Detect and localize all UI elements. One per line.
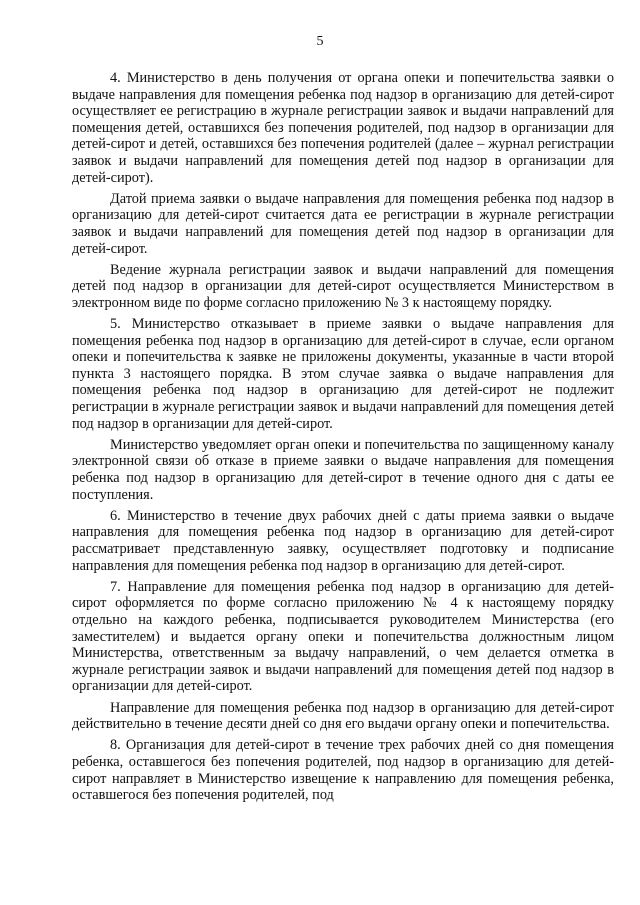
paragraph-journal-keeping: Ведение журнала регистрации заявок и выдачи направлений для помещения детей под надзор в организации для детей-сирот осуществляется Министерством в электронном виде по форме согласно приложению № 3 к настоящему порядку. — [72, 261, 614, 311]
paragraph-refusal-notice: Министерство уведомляет орган опеки и попечительства по защищенному каналу электронной связи об отказе в приеме заявки о выдаче направления для помещения ребенка под надзор в организацию для детей-сирот в течение одного дня с даты ее поступления. — [72, 436, 614, 503]
page-number: 5 — [316, 34, 324, 49]
paragraph-item-5: 5. Министерство отказывает в приеме заявки о выдаче направления для помещения ребенка под надзор в организацию для детей-сирот в случае, если органом опеки и попечительства к заявке не приложены документы, указанные в части второй пункта 3 настоящего порядка. В этом случае заявка о выдаче направления для помещения ребенка под надзор в организацию для детей-сирот не подлежит регистрации в журнале регистрации заявок и выдачи направлений для помещения детей под надзор в организации для детей-сирот. — [72, 316, 614, 432]
document-body — [72, 70, 614, 808]
paragraph-item-7: 7. Направление для помещения ребенка под надзор в организацию для детей-сирот оформляется по форме согласно приложению № 4 к настоящему порядку отдельно на каждого ребенка, подписывается руководителем Министерства (его заместителем) и выдается органу опеки и попечительства должностным лицом Министерства, ответственным за выдачу направлений, о чем делается отметка в журнале регистрации заявок и выдачи направлений для помещения детей под надзор в организации для детей-сирот. — [72, 578, 614, 695]
paragraph-item-4: 4. Министерство в день получения от органа опеки и попечительства заявки о выдаче направления для помещения ребенка под надзор в организацию для детей-сирот осуществляет ее регистрацию в журнале регистрации заявок и выдачи направлений для помещения детей, оставшихся без попечения родителей, под надзор в организации для детей-сирот и детей, оставшихся без попечения родителей (далее – журнал регистрации заявок и выдачи направлений для помещения детей под надзор в организации для детей-сирот). — [72, 70, 614, 186]
paragraph-item-6: 6. Министерство в течение двух рабочих дней с даты приема заявки о выдаче направления для помещения ребенка под надзор в организацию для детей-сирот рассматривает представленную заявку, осуществляет подготовку и подписание направления для помещения ребенка под надзор в организацию для детей-сирот. — [72, 507, 614, 574]
paragraph-item-8: 8. Организация для детей-сирот в течение трех рабочих дней со дня помещения ребенка, оставшегося без попечения родителей, под надзор в организацию для детей-сирот направляет в Министерство извещение к направлению для помещения ребенка, оставшегося без попечения родителей, под — [72, 737, 614, 804]
paragraph-validity: Направление для помещения ребенка под надзор в организацию для детей-сирот действительно в течение десяти дней со дня его выдачи органу опеки и попечительства. — [72, 699, 614, 733]
paragraph-registration-date: Датой приема заявки о выдаче направления для помещения ребенка под надзор в организацию для детей-сирот считается дата ее регистрации в журнале регистрации заявок и выдачи направлений для помещения детей под надзор в организации для детей-сирот. — [72, 190, 614, 257]
